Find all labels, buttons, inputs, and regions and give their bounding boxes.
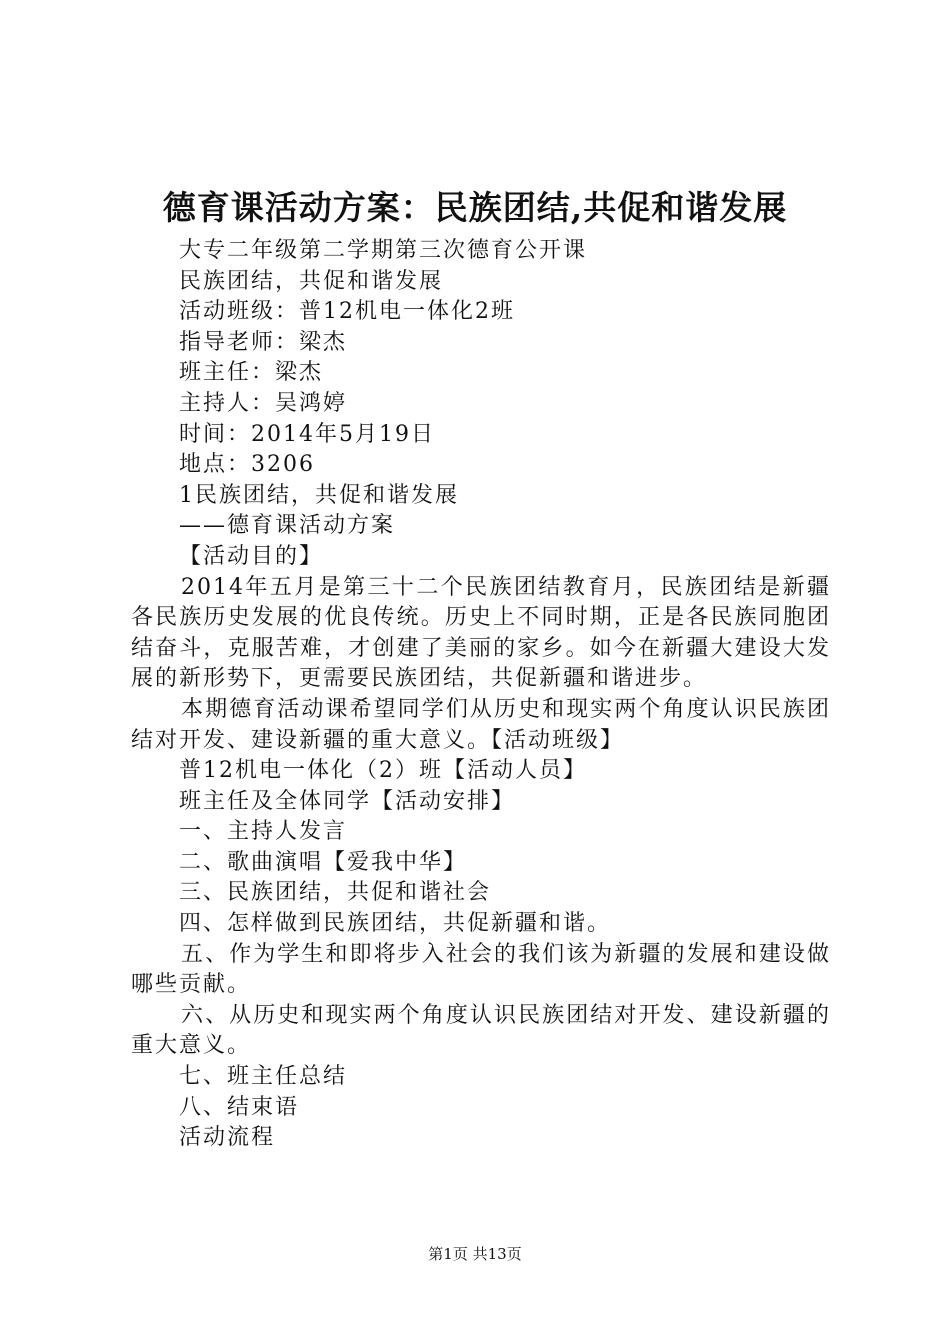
class-line: 普12机电一体化（2）班【活动人员】 [179,758,587,784]
section-heading: 1民族团结，共促和谐发展 [179,482,459,508]
arrangement-item: 七、班主任总结 [179,1064,348,1090]
arrangement-item: 一、主持人发言 [179,819,348,845]
subtitle-course: 大专二年级第二学期第三次德育公开课 [179,238,588,263]
page-number: 第1页 共13页 [428,1245,522,1263]
purpose-paragraph: 本期德育活动课希望同学们从历史和现实两个角度认识民族团结对开发、建设新疆的重大意义。【活动班级】 [131,696,831,753]
activity-flow-heading: 活动流程 [179,1125,276,1151]
host: 主持人：吴鸿婷 [179,390,348,416]
arrangement-item: 五、作为学生和即将步入社会的我们该为新疆的发展和建设做哪些贡献。 [131,941,831,998]
arrangement-item: 四、怎样做到民族团结，共促新疆和谐。 [179,911,612,937]
head-teacher: 班主任：梁杰 [179,360,324,386]
document-body [131,236,831,1154]
purpose-heading: 【活动目的】 [179,543,324,569]
section-subheading: ——德育课活动方案 [179,513,396,539]
subtitle-theme: 民族团结，共促和谐发展 [179,268,444,294]
date: 时间：2014年5月19日 [179,421,435,447]
document-title: 德育课活动方案：民族团结,共促和谐发展 [162,188,788,227]
members-line: 班主任及全体同学【活动安排】 [179,788,516,814]
instructor: 指导老师：梁杰 [179,329,348,355]
purpose-paragraph: 2014年五月是第三十二个民族团结教育月，民族团结是新疆各民族历史发展的优良传统。历史上不同时期，正是各民族同胞团结奋斗，克服苦难，才创建了美丽的家乡。如今在新疆大建设大发展的新形势下，更需要民族团结，共促新疆和谐进步。 [131,574,831,692]
activity-class: 活动班级：普12机电一体化2班 [179,299,515,325]
arrangement-item: 六、从历史和现实两个角度认识民族团结对开发、建设新疆的重大意义。 [131,1002,831,1059]
arrangement-item: 三、民族团结，共促和谐社会 [179,880,492,906]
arrangement-item: 八、结束语 [179,1094,300,1120]
location: 地点：3206 [179,452,315,478]
arrangement-item: 二、歌曲演唱【爱我中华】 [179,849,468,875]
